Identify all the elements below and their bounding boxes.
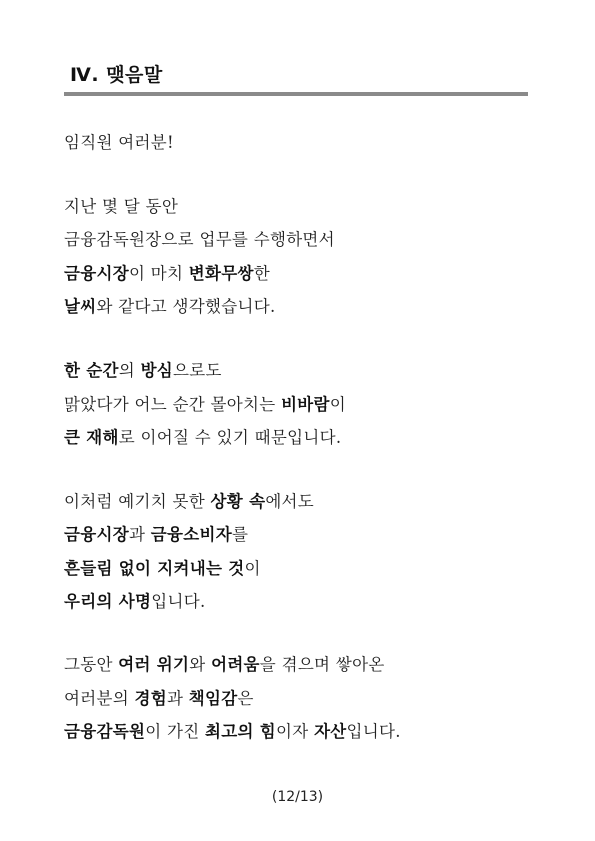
body-text-run: 금융감독원장으로 업무를 수행하면서	[64, 230, 335, 249]
emphasis-text: 자산	[314, 722, 347, 741]
paragraph-5-line-1	[64, 654, 385, 676]
emphasis-text: 여러 위기	[118, 655, 190, 674]
emphasis-text: 날씨	[64, 297, 97, 316]
paragraph-4-line-2	[64, 524, 248, 546]
body-text-run: 이자	[276, 722, 315, 741]
body-text-run: 과	[128, 525, 151, 544]
section-divider	[64, 92, 528, 96]
paragraph-5-line-2	[64, 688, 254, 710]
body-text-run: 에서도	[265, 492, 315, 511]
body-text-run: 은	[237, 689, 254, 708]
body-text-run: 지난 몇 달 동안	[64, 197, 179, 216]
emphasis-text: 최고의 힘	[205, 722, 277, 741]
body-text-run: 여러분의	[64, 689, 135, 708]
body-text-run: 으로도	[173, 361, 222, 380]
emphasis-text: 경험	[134, 689, 167, 708]
body-text-run: 이	[329, 395, 347, 414]
emphasis-text: 방심	[140, 361, 174, 380]
emphasis-text: 책임감	[188, 689, 238, 708]
paragraph-2-line-3	[64, 263, 270, 285]
paragraph-1-line-1	[64, 132, 174, 154]
page-number: (12/13)	[271, 789, 324, 805]
body-text-run: 입니다.	[151, 592, 206, 611]
body-text-run: 와	[189, 655, 212, 674]
body-text-run: 로 이어질 수 있기 때문입니다.	[118, 428, 342, 447]
emphasis-text: 흔들림 없이 지켜내는 것	[64, 559, 245, 578]
paragraph-4-line-3	[64, 558, 261, 580]
body-text-run: 이 마치	[128, 264, 189, 283]
paragraph-2-line-4	[64, 296, 276, 318]
paragraph-3-line-1	[64, 360, 222, 382]
paragraph-3-line-3	[64, 427, 341, 449]
paragraph-5-line-3	[64, 721, 401, 743]
paragraph-2-line-2	[64, 229, 335, 251]
body-text-run: 이 가진	[145, 722, 206, 741]
paragraph-4-line-1	[64, 491, 314, 513]
emphasis-text: 어려움	[211, 655, 260, 674]
emphasis-text: 금융감독원	[64, 722, 146, 741]
section-title: Ⅳ. 맺음말	[70, 64, 163, 86]
body-text-run: 를	[231, 525, 249, 544]
emphasis-text: 금융소비자	[150, 525, 232, 544]
body-text-run: 입니다.	[346, 722, 401, 741]
emphasis-text: 상황 속	[210, 492, 266, 511]
emphasis-text: 한 순간	[64, 361, 119, 380]
body-text-run: 의	[118, 361, 141, 380]
section-header	[64, 62, 530, 96]
body-text-run: 과	[167, 689, 189, 708]
paragraph-3-line-2	[64, 394, 346, 416]
body-text-run: 을 겪으며 쌓아온	[259, 655, 385, 674]
body-text-run: 그동안	[64, 655, 119, 674]
emphasis-text: 큰 재해	[64, 428, 119, 447]
body-text-run: 이처럼 예기치 못한	[64, 492, 211, 511]
emphasis-text: 금융시장	[64, 264, 129, 283]
emphasis-text: 비바람	[281, 395, 330, 414]
body-text-run: 임직원 여러분!	[64, 133, 174, 152]
body-text-run: 맑았다가 어느 순간 몰아치는	[64, 395, 282, 414]
emphasis-text: 우리의 사명	[64, 592, 152, 611]
paragraph-4-line-4	[64, 591, 206, 613]
body-text-run: 와 같다고 생각했습니다.	[96, 297, 276, 316]
emphasis-text: 금융시장	[64, 525, 129, 544]
body-text-run: 이	[244, 559, 261, 578]
emphasis-text: 변화무쌍	[188, 264, 254, 283]
body-text-run: 한	[253, 264, 270, 283]
paragraph-2-line-1	[64, 196, 178, 218]
